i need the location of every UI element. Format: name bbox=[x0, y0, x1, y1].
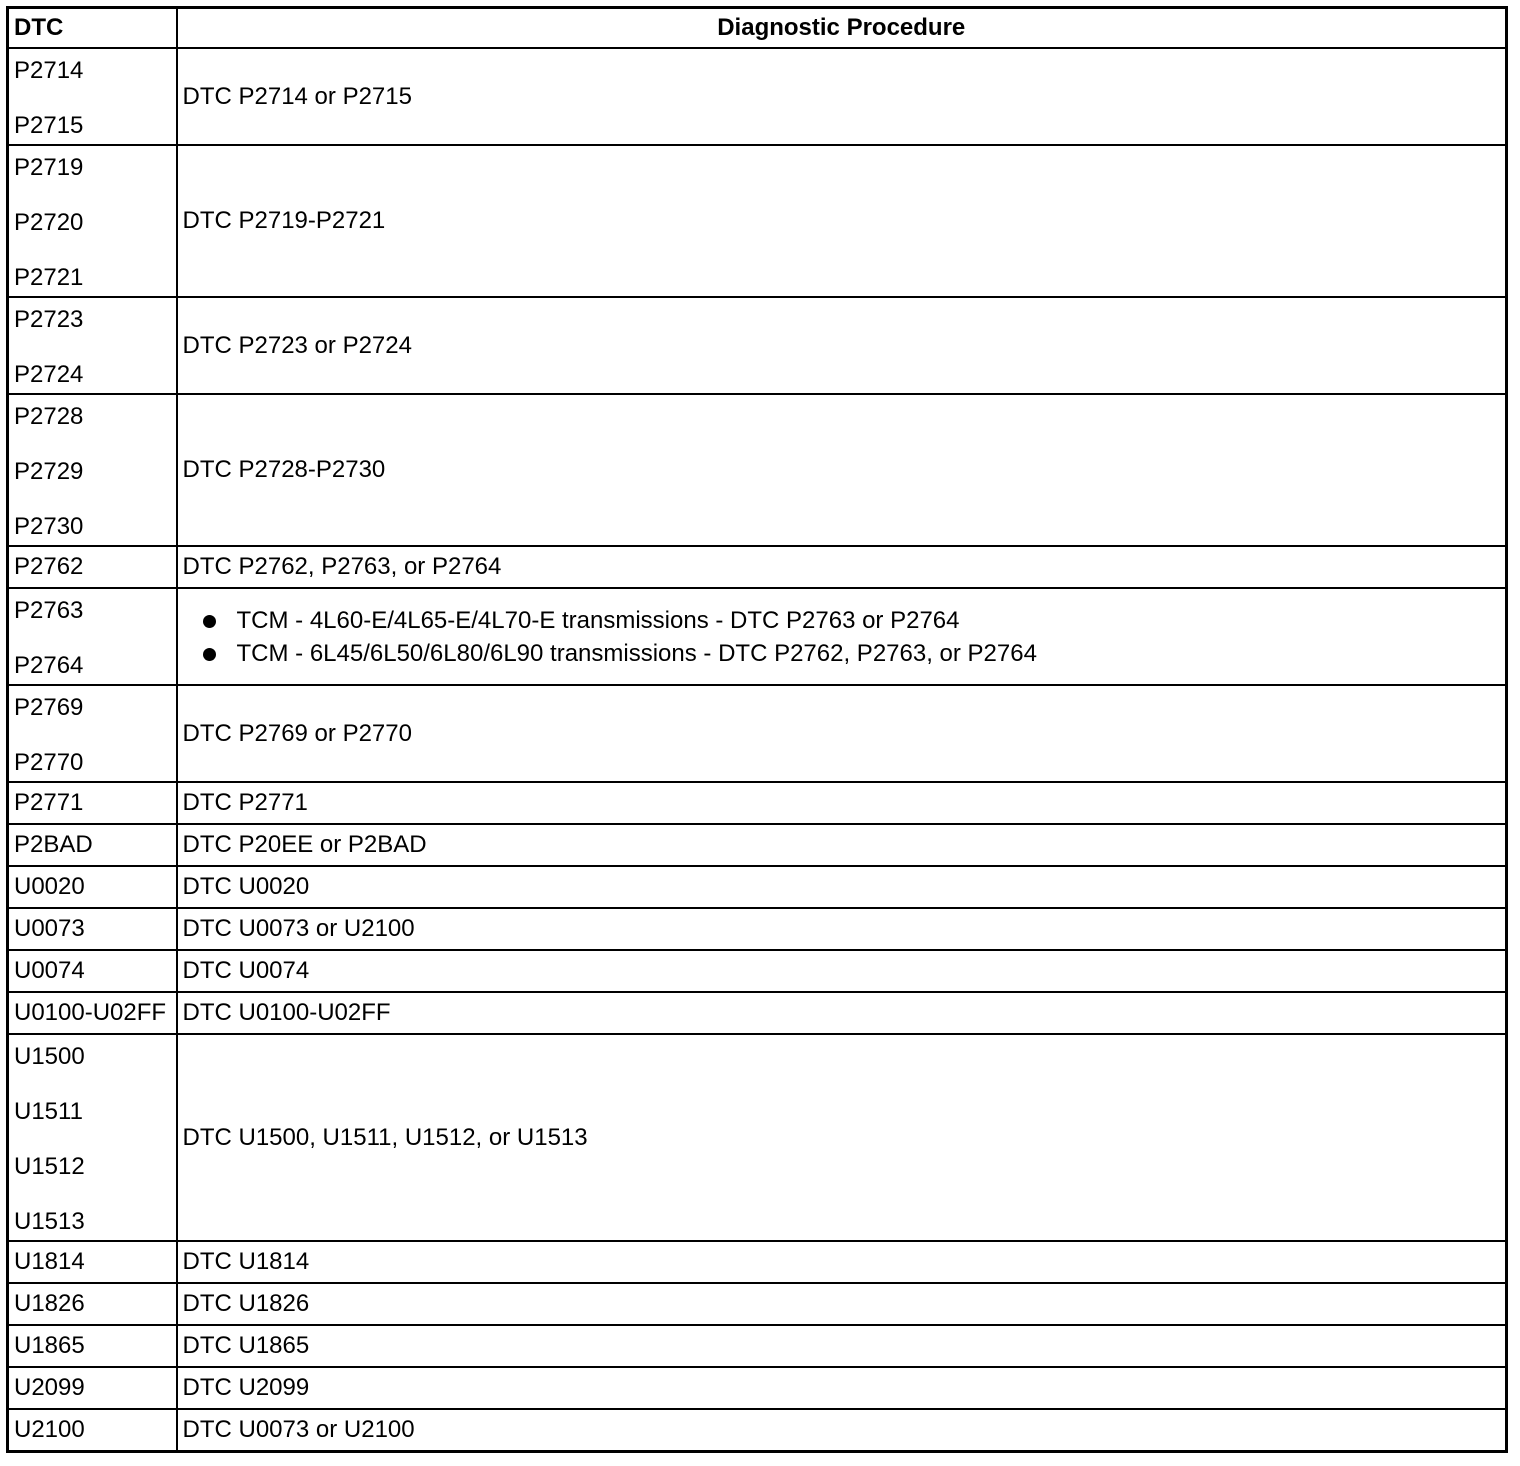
dtc-cell bbox=[8, 1034, 177, 1241]
dtc-code: P2730 bbox=[14, 513, 84, 540]
dtc-code: P2771 bbox=[14, 789, 84, 816]
procedure-link-text: DTC U2099 bbox=[182, 1374, 310, 1401]
table-row bbox=[8, 297, 1507, 394]
procedure-cell bbox=[177, 950, 1507, 992]
table-body bbox=[8, 48, 1507, 1452]
dtc-code: P2715 bbox=[14, 112, 84, 139]
dtc-cell bbox=[8, 297, 177, 394]
procedure-bullet-item: TCM - 6L45/6L50/6L80/6L90 transmissions - DTC P2762, P2763, or P2764 bbox=[203, 637, 1501, 670]
table-row bbox=[8, 824, 1507, 866]
procedure-link-text: DTC P2728-P2730 bbox=[182, 456, 386, 483]
dtc-code: U1513 bbox=[14, 1208, 85, 1235]
header-row bbox=[8, 8, 1507, 49]
dtc-code: P2770 bbox=[14, 749, 84, 776]
table-row bbox=[8, 1409, 1507, 1452]
dtc-code: P2BAD bbox=[14, 831, 93, 858]
procedure-cell bbox=[177, 866, 1507, 908]
dtc-code: P2728 bbox=[14, 403, 84, 430]
procedure-cell bbox=[177, 394, 1507, 546]
dtc-code: P2714 bbox=[14, 57, 84, 84]
table-row bbox=[8, 950, 1507, 992]
procedure-link-text: DTC U0100-U02FF bbox=[182, 999, 391, 1026]
dtc-cell bbox=[8, 866, 177, 908]
procedure-cell bbox=[177, 1034, 1507, 1241]
table-row bbox=[8, 1241, 1507, 1283]
procedure-link-text: DTC U1865 bbox=[182, 1332, 310, 1359]
dtc-cell bbox=[8, 48, 177, 145]
procedure-cell bbox=[177, 48, 1507, 145]
dtc-code: P2724 bbox=[14, 361, 84, 388]
procedure-link-text: DTC U1814 bbox=[182, 1248, 310, 1275]
table-row bbox=[8, 48, 1507, 145]
procedure-cell bbox=[177, 992, 1507, 1034]
dtc-cell bbox=[8, 1325, 177, 1367]
dtc-code: U2099 bbox=[14, 1374, 85, 1401]
dtc-code: U1826 bbox=[14, 1290, 85, 1317]
dtc-cell bbox=[8, 588, 177, 685]
dtc-cell bbox=[8, 546, 177, 588]
procedure-bullet-list bbox=[183, 604, 1501, 670]
procedure-bullet-item: TCM - 4L60-E/4L65-E/4L70-E transmissions - DTC P2763 or P2764 bbox=[203, 604, 1501, 637]
dtc-cell bbox=[8, 782, 177, 824]
procedure-column-header: Diagnostic Procedure bbox=[177, 8, 1507, 49]
dtc-code: P2723 bbox=[14, 306, 84, 333]
procedure-cell bbox=[177, 1325, 1507, 1367]
table-row bbox=[8, 1034, 1507, 1241]
table-row bbox=[8, 1283, 1507, 1325]
procedure-cell bbox=[177, 782, 1507, 824]
dtc-code: P2721 bbox=[14, 264, 84, 291]
procedure-cell bbox=[177, 546, 1507, 588]
procedure-link-text: DTC P2769 or P2770 bbox=[182, 719, 412, 747]
table-row bbox=[8, 1367, 1507, 1409]
dtc-cell bbox=[8, 1367, 177, 1409]
procedure-cell bbox=[177, 1367, 1507, 1409]
procedure-link-text: DTC P2771 bbox=[182, 789, 308, 816]
procedure-cell bbox=[177, 1283, 1507, 1325]
dtc-code: U1512 bbox=[14, 1153, 85, 1180]
dtc-cell bbox=[8, 950, 177, 992]
procedure-cell bbox=[177, 824, 1507, 866]
procedure-link-text: DTC U1500, U1511, U1512, or U1513 bbox=[182, 1123, 588, 1151]
dtc-cell bbox=[8, 908, 177, 950]
procedure-link-text: DTC U0020 bbox=[182, 873, 310, 900]
table-row bbox=[8, 685, 1507, 782]
procedure-cell bbox=[177, 1409, 1507, 1452]
dtc-code: U1814 bbox=[14, 1248, 85, 1275]
dtc-code: U1500 bbox=[14, 1043, 85, 1070]
procedure-cell bbox=[177, 685, 1507, 782]
dtc-code: P2763 bbox=[14, 597, 84, 624]
dtc-code: U0073 bbox=[14, 915, 85, 942]
dtc-cell bbox=[8, 824, 177, 866]
dtc-cell bbox=[8, 1409, 177, 1452]
procedure-link-text: DTC U0074 bbox=[182, 957, 310, 984]
dtc-cell bbox=[8, 685, 177, 782]
dtc-code: U1511 bbox=[14, 1098, 83, 1125]
dtc-code: U0074 bbox=[14, 957, 85, 984]
table-row bbox=[8, 546, 1507, 588]
table-row bbox=[8, 394, 1507, 546]
procedure-link-text: DTC P2723 or P2724 bbox=[182, 331, 412, 359]
procedure-cell bbox=[177, 1241, 1507, 1283]
dtc-code: U2100 bbox=[14, 1416, 85, 1443]
table-row bbox=[8, 588, 1507, 685]
procedure-link-text: DTC P2762, P2763, or P2764 bbox=[182, 553, 502, 580]
dtc-code: P2729 bbox=[14, 458, 84, 485]
table-row bbox=[8, 908, 1507, 950]
procedure-cell bbox=[177, 588, 1507, 685]
dtc-cell bbox=[8, 992, 177, 1034]
dtc-code: U0020 bbox=[14, 873, 85, 900]
procedure-link-text: DTC U1826 bbox=[182, 1290, 310, 1317]
procedure-link-text: DTC P2714 or P2715 bbox=[182, 82, 412, 110]
procedure-cell bbox=[177, 297, 1507, 394]
dtc-code: U1865 bbox=[14, 1332, 85, 1359]
procedure-cell bbox=[177, 908, 1507, 950]
table-row bbox=[8, 866, 1507, 908]
procedure-link-text: DTC U0073 or U2100 bbox=[182, 1416, 415, 1443]
dtc-column-header: DTC bbox=[8, 8, 177, 49]
dtc-code: P2764 bbox=[14, 652, 84, 679]
dtc-cell bbox=[8, 1283, 177, 1325]
table-row bbox=[8, 1325, 1507, 1367]
table-row bbox=[8, 992, 1507, 1034]
procedure-cell bbox=[177, 145, 1507, 297]
dtc-cell bbox=[8, 1241, 177, 1283]
dtc-code: P2762 bbox=[14, 553, 84, 580]
dtc-code: P2769 bbox=[14, 694, 84, 721]
dtc-code: U0100-U02FF bbox=[14, 999, 167, 1026]
procedure-link-text: DTC P20EE or P2BAD bbox=[182, 831, 427, 858]
dtc-code: P2719 bbox=[14, 154, 84, 181]
procedure-link-text: DTC U0073 or U2100 bbox=[182, 915, 415, 942]
dtc-cell bbox=[8, 394, 177, 546]
dtc-code: P2720 bbox=[14, 209, 84, 236]
dtc-cell bbox=[8, 145, 177, 297]
dtc-table bbox=[6, 6, 1508, 1453]
table-row bbox=[8, 145, 1507, 297]
procedure-link-text: DTC P2719-P2721 bbox=[182, 207, 386, 234]
table-row bbox=[8, 782, 1507, 824]
